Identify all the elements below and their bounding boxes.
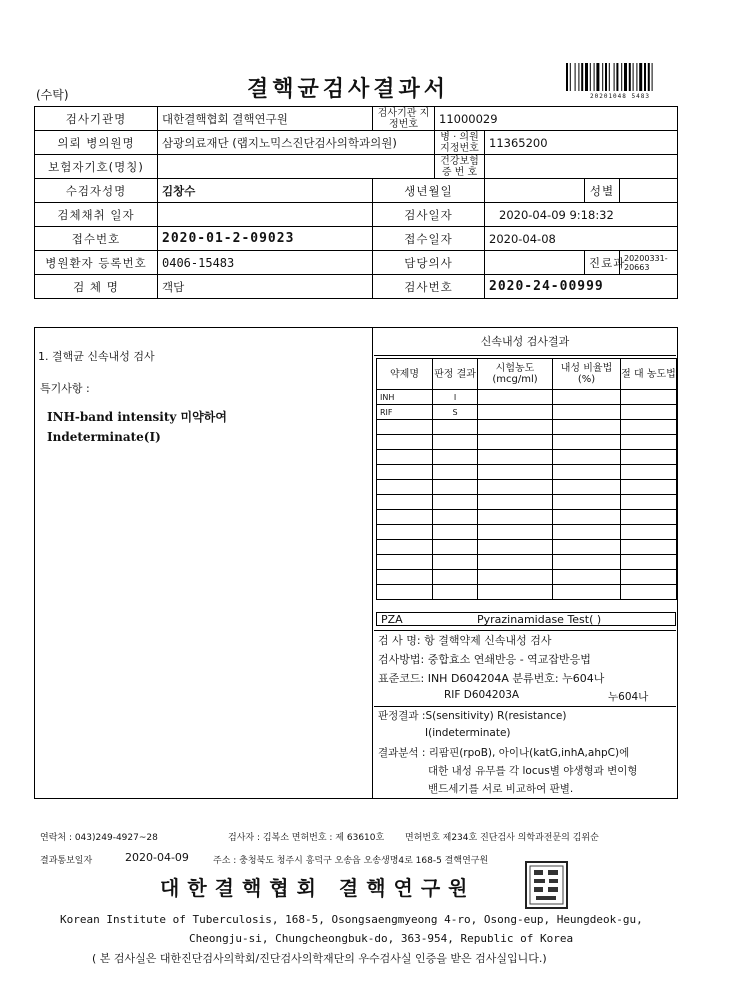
susceptibility-row: [377, 420, 677, 435]
susceptibility-cell: [478, 585, 553, 600]
susceptibility-cell: [377, 450, 433, 465]
susceptibility-cell: [433, 450, 478, 465]
patient-value: 김창수: [158, 179, 373, 203]
susceptibility-row: [377, 480, 677, 495]
barcode: [566, 63, 678, 91]
patient-label: 수검자성명: [35, 179, 158, 203]
health-no-label: 건강보험 증 번 호: [435, 155, 485, 179]
method-class-code-2: 누604나: [608, 691, 649, 703]
susceptibility-cell: [433, 465, 478, 480]
info-row-specimen: [35, 275, 678, 299]
judgement-line-2: I(indeterminate): [425, 727, 511, 739]
susceptibility-cell: [553, 585, 621, 600]
clinic-no-value: 11365200: [485, 131, 678, 155]
exam-item: 1. 결핵균 신속내성 검사: [38, 350, 155, 363]
contract-label: (수탁): [36, 88, 69, 102]
insurer-value: [158, 155, 435, 179]
footer-english-address-2: Cheongju-si, Chungcheongbuk-do, 363-954, Republic of Korea: [189, 932, 574, 945]
susceptibility-cell: [553, 570, 621, 585]
susceptibility-cell: [433, 435, 478, 450]
doctor-value: [485, 251, 585, 275]
judgement-line-1: 판정결과 :S(sensitivity) R(resistance): [378, 710, 567, 722]
susceptibility-cell: [478, 540, 553, 555]
footer-report-label: 결과통보일자: [40, 856, 93, 866]
exam-no-label: 검사번호: [373, 275, 485, 299]
susceptibility-cell: [621, 495, 677, 510]
footer-report-date: 2020-04-09: [125, 851, 189, 864]
document-title: 결핵균검사결과서: [247, 76, 450, 102]
exam-no-value: 2020-24-00999: [485, 275, 678, 299]
susceptibility-cell: [377, 465, 433, 480]
info-row-patient: [35, 179, 678, 203]
susceptibility-cell: [433, 540, 478, 555]
susceptibility-cell: [553, 525, 621, 540]
info-row-clinic: [35, 131, 678, 155]
clinic-no-label: 병 · 의원 지정번호: [435, 131, 485, 155]
susceptibility-cell: [478, 465, 553, 480]
specimen-label: 검 체 명: [35, 275, 158, 299]
susceptibility-cell: [433, 555, 478, 570]
header-drug: 약제명: [377, 359, 433, 390]
susceptibility-cell: [621, 585, 677, 600]
birth-value: [485, 179, 585, 203]
method-std-code: 표준코드: INH D604204A 분류번호: 누604나: [378, 672, 605, 685]
susceptibility-cell: [377, 570, 433, 585]
susceptibility-cell: [621, 510, 677, 525]
footer-contact: 연락처 : 043)249-4927~28: [40, 833, 158, 843]
susceptibility-cell: [478, 510, 553, 525]
header-concentration: 시험농도 (mcg/ml): [478, 359, 553, 390]
analysis-line-3: 밴드세기를 서로 비교하여 판별.: [428, 783, 574, 795]
susceptibility-cell: [553, 540, 621, 555]
susceptibility-cell: [478, 480, 553, 495]
method-std-code-2: RIF D604203A: [444, 689, 520, 701]
barcode-number: 20201048 5483: [590, 93, 650, 100]
susceptibility-row: [377, 450, 677, 465]
susceptibility-cell: [553, 480, 621, 495]
susceptibility-cell: [433, 585, 478, 600]
exam-date-value: 2020-04-09 9:18:32: [485, 203, 678, 227]
method-box: [374, 630, 676, 707]
method-exam-name: 검 사 명: 항 결핵약제 신속내성 검사: [378, 634, 552, 647]
susceptibility-cell: [478, 405, 553, 420]
official-seal-icon: [524, 860, 569, 910]
susceptibility-cell: [621, 465, 677, 480]
susceptibility-row: [377, 540, 677, 555]
reg-no-label: 병원환자 등록번호: [35, 251, 158, 275]
institution-value: 대한결핵협회 결핵연구원: [158, 107, 373, 131]
analysis-line-1: 결과분석 : 리팜핀(rpoB), 아이나(katG,inhA,ahpC)에: [378, 747, 630, 759]
info-row-registration: [35, 251, 678, 275]
collect-label: 검체채취 일자: [35, 203, 158, 227]
susceptibility-table: [376, 358, 677, 600]
susceptibility-cell: [621, 570, 677, 585]
info-row-insurer: [35, 155, 678, 179]
susceptibility-cell: [621, 390, 677, 405]
dept-label: 진료과: [585, 251, 620, 275]
susceptibility-cell: [621, 480, 677, 495]
susceptibility-cell: [377, 435, 433, 450]
receipt-no-value: 2020-01-2-09023: [158, 227, 373, 251]
susceptibility-cell: [553, 435, 621, 450]
header-proportion: 내성 비율법(%): [553, 359, 621, 390]
susceptibility-cell: [621, 555, 677, 570]
susceptibility-cell: [377, 420, 433, 435]
sex-value: [620, 179, 678, 203]
header-result: 판정 결과: [433, 359, 478, 390]
birth-label: 생년월일: [373, 179, 485, 203]
pza-row: [376, 612, 676, 626]
susceptibility-cell: [478, 525, 553, 540]
receipt-no-label: 접수번호: [35, 227, 158, 251]
susceptibility-cell: [433, 480, 478, 495]
susceptibility-cell: [621, 435, 677, 450]
exam-date-label: 검사일자: [373, 203, 485, 227]
susceptibility-cell: [433, 420, 478, 435]
doctor-label: 담당의사: [373, 251, 485, 275]
footer-certification: ( 본 검사실은 대한진단검사의학회/진단검사의학재단의 우수검사실 인증을 받은 검사실입니다.): [92, 952, 547, 965]
footer-english-address-1: Korean Institute of Tuberculosis, 168-5, Osongsaengmyeong 4-ro, Osong-eup, Heungdeok-gu,: [60, 913, 643, 926]
susceptibility-cell: [621, 405, 677, 420]
pza-name: Pyrazinamidase Test( ): [477, 613, 602, 626]
susceptibility-cell: [377, 525, 433, 540]
collect-value: [158, 203, 373, 227]
info-row-receipt: [35, 227, 678, 251]
body-divider: [372, 327, 373, 798]
insurer-label: 보험자기호(명칭): [35, 155, 158, 179]
susceptibility-row: [377, 585, 677, 600]
remark-line-1: INH-band intensity 미약하여: [47, 410, 227, 424]
susceptibility-cell: [621, 420, 677, 435]
header-absolute: 절 대 농도법: [621, 359, 677, 390]
susceptibility-cell: [621, 540, 677, 555]
footer-license: 면허번호 제234호 진단검사 의학과전문의 김위순: [405, 833, 599, 843]
susceptibility-cell: [478, 570, 553, 585]
susceptibility-cell: [553, 465, 621, 480]
susceptibility-cell: [478, 390, 553, 405]
clinic-value: 삼광의료재단 (랩지노믹스진단검사의학과의원): [158, 131, 435, 155]
receipt-date-value: 2020-04-08: [485, 227, 678, 251]
susceptibility-cell: INH: [377, 390, 433, 405]
footer-examiner: 검사자 : 김복소 면허번호 : 제 63610호: [228, 833, 385, 843]
susceptibility-cell: [433, 510, 478, 525]
susceptibility-row: [377, 525, 677, 540]
pza-code: PZA: [381, 613, 403, 626]
susceptibility-cell: [553, 495, 621, 510]
susceptibility-cell: [433, 570, 478, 585]
susceptibility-cell: RIF: [377, 405, 433, 420]
susceptibility-cell: [478, 450, 553, 465]
susceptibility-cell: [377, 585, 433, 600]
dept-value: 20200331-20663: [620, 251, 678, 275]
footer-address: 주소 : 충청북도 청주시 흥덕구 오송읍 오송생명4로 168-5 결핵연구원: [213, 856, 489, 866]
health-no-value: [485, 155, 678, 179]
susceptibility-row: [377, 390, 677, 405]
susceptibility-cell: [377, 555, 433, 570]
susceptibility-cell: [433, 525, 478, 540]
susceptibility-cell: [377, 495, 433, 510]
susceptibility-cell: [553, 390, 621, 405]
susceptibility-cell: [621, 525, 677, 540]
susceptibility-row: [377, 555, 677, 570]
susceptibility-cell: I: [433, 390, 478, 405]
susceptibility-cell: S: [433, 405, 478, 420]
susceptibility-row: [377, 510, 677, 525]
susceptibility-cell: [553, 420, 621, 435]
info-table: [34, 106, 678, 299]
specimen-value: 객담: [158, 275, 373, 299]
susceptibility-row: [377, 435, 677, 450]
receipt-date-label: 접수일자: [373, 227, 485, 251]
susceptibility-cell: [553, 555, 621, 570]
susceptibility-row: [377, 495, 677, 510]
susceptibility-cell: [377, 510, 433, 525]
susceptibility-cell: [478, 420, 553, 435]
sex-label: 성별: [585, 179, 620, 203]
susceptibility-cell: [478, 435, 553, 450]
organization-name: 대한결핵협회 결핵연구원: [160, 876, 476, 900]
susceptibility-cell: [377, 540, 433, 555]
susceptibility-cell: [433, 495, 478, 510]
institution-label: 검사기관명: [35, 107, 158, 131]
method-exam-method: 검사방법: 중합효소 연쇄반응 - 역교잡반응법: [378, 653, 591, 666]
info-row-institution: [35, 107, 678, 131]
susceptibility-header-row: [377, 359, 677, 390]
susceptibility-cell: [553, 405, 621, 420]
institution-no-value: 11000029: [435, 107, 678, 131]
susceptibility-row: [377, 465, 677, 480]
susceptibility-cell: [377, 480, 433, 495]
reg-no-value: 0406-15483: [158, 251, 373, 275]
remark-line-2: Indeterminate(I): [47, 430, 161, 444]
special-notes-label: 특기사항 :: [40, 382, 90, 395]
susceptibility-row: [377, 570, 677, 585]
susceptibility-cell: [478, 495, 553, 510]
info-row-dates: [35, 203, 678, 227]
clinic-label: 의뢰 병의원명: [35, 131, 158, 155]
institution-no-label: 검사기관 지정번호: [373, 107, 435, 131]
susceptibility-row: [377, 405, 677, 420]
susceptibility-cell: [621, 450, 677, 465]
susceptibility-cell: [478, 555, 553, 570]
analysis-line-2: 대한 내성 유무를 각 locus별 야생형과 변이형: [428, 765, 638, 777]
susceptibility-cell: [553, 450, 621, 465]
susceptibility-title: 신속내성 검사결과: [374, 329, 676, 356]
susceptibility-cell: [553, 510, 621, 525]
